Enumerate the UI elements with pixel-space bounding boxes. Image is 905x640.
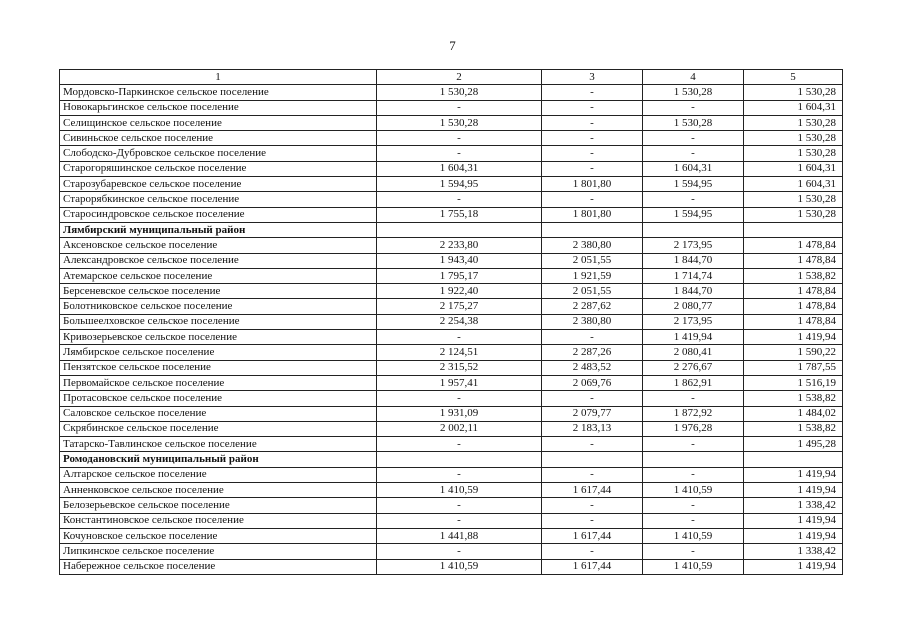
col2-value-cell: 2 175,27: [377, 299, 542, 314]
settlement-name-cell: Скрябинское сельское поселение: [60, 421, 377, 436]
col4-value-cell: -: [643, 391, 744, 406]
col5-value-cell: 1 530,28: [744, 146, 843, 161]
settlement-name-cell: Атемарское сельское поселение: [60, 268, 377, 283]
col3-value-cell: -: [542, 146, 643, 161]
settlement-name-cell: Александровское сельское поселение: [60, 253, 377, 268]
col3-value-cell: -: [542, 544, 643, 559]
col5-value-cell: 1 604,31: [744, 161, 843, 176]
col4-value-cell: -: [643, 498, 744, 513]
settlement-name-cell: Берсеневское сельское поселение: [60, 284, 377, 299]
settlement-name-cell: Пензятское сельское поселение: [60, 360, 377, 375]
col5-value-cell: 1 338,42: [744, 544, 843, 559]
col3-value-cell: -: [542, 513, 643, 528]
table-body: [60, 85, 843, 575]
col2-value-cell: -: [377, 100, 542, 115]
col5-value-cell: 1 590,22: [744, 345, 843, 360]
settlement-name-cell: Лямбирское сельское поселение: [60, 345, 377, 360]
settlement-name-cell: Новокарьгинское сельское поселение: [60, 100, 377, 115]
column-header-5: 5: [744, 70, 843, 85]
col4-value-cell: 2 080,41: [643, 345, 744, 360]
table-row: [60, 483, 843, 498]
col2-value-cell: 2 315,52: [377, 360, 542, 375]
col5-value-cell: 1 530,28: [744, 115, 843, 130]
table-row: [60, 253, 843, 268]
settlement-name-cell: Алтарское сельское поселение: [60, 467, 377, 482]
col3-value-cell: -: [542, 192, 643, 207]
col2-value-cell: 1 922,40: [377, 284, 542, 299]
col4-value-cell: 1 530,28: [643, 115, 744, 130]
settlement-name-cell: Болотниковское сельское поселение: [60, 299, 377, 314]
settlement-name-cell: Саловское сельское поселение: [60, 406, 377, 421]
settlement-name-cell: Татарско-Тавлинское сельское поселение: [60, 437, 377, 452]
col3-value-cell: 1 617,44: [542, 483, 643, 498]
table-row: [60, 437, 843, 452]
col3-value-cell: 1 617,44: [542, 559, 643, 574]
col5-value-cell: 1 604,31: [744, 177, 843, 192]
col4-value-cell: -: [643, 100, 744, 115]
col3-value-cell: [542, 452, 643, 467]
table-row: [60, 513, 843, 528]
table-row: [60, 268, 843, 283]
col4-value-cell: 1 410,59: [643, 483, 744, 498]
col5-value-cell: 1 530,28: [744, 85, 843, 100]
col2-value-cell: -: [377, 192, 542, 207]
col3-value-cell: -: [542, 498, 643, 513]
col2-value-cell: 1 604,31: [377, 161, 542, 176]
col3-value-cell: 1 921,59: [542, 268, 643, 283]
settlement-name-cell: Первомайское сельское поселение: [60, 375, 377, 390]
col2-value-cell: 1 410,59: [377, 559, 542, 574]
table-row: [60, 115, 843, 130]
col2-value-cell: 1 931,09: [377, 406, 542, 421]
table-row: [60, 360, 843, 375]
table-row: [60, 421, 843, 436]
col5-value-cell: 1 484,02: [744, 406, 843, 421]
settlement-name-cell: Белозерьевское сельское поселение: [60, 498, 377, 513]
table-row: [60, 544, 843, 559]
col5-value-cell: 1 478,84: [744, 299, 843, 314]
col2-value-cell: 1 410,59: [377, 483, 542, 498]
col3-value-cell: 1 801,80: [542, 207, 643, 222]
table-row: [60, 131, 843, 146]
col3-value-cell: -: [542, 131, 643, 146]
col5-value-cell: 1 478,84: [744, 284, 843, 299]
header-row: [60, 70, 843, 85]
col5-value-cell: 1 495,28: [744, 437, 843, 452]
col4-value-cell: 1 604,31: [643, 161, 744, 176]
col4-value-cell: 1 844,70: [643, 253, 744, 268]
col4-value-cell: 1 844,70: [643, 284, 744, 299]
col3-value-cell: -: [542, 161, 643, 176]
table-row: [60, 100, 843, 115]
col5-value-cell: 1 419,94: [744, 559, 843, 574]
table-row: [60, 345, 843, 360]
col2-value-cell: 1 755,18: [377, 207, 542, 222]
col2-value-cell: 1 530,28: [377, 85, 542, 100]
col2-value-cell: -: [377, 467, 542, 482]
col2-value-cell: -: [377, 544, 542, 559]
table-row: [60, 375, 843, 390]
settlement-name-cell: Набережное сельское поселение: [60, 559, 377, 574]
col2-value-cell: -: [377, 146, 542, 161]
table-row: [60, 284, 843, 299]
table-row: [60, 146, 843, 161]
district-row: [60, 222, 843, 237]
col5-value-cell: 1 338,42: [744, 498, 843, 513]
col3-value-cell: 1 617,44: [542, 528, 643, 543]
table-row: [60, 299, 843, 314]
col5-value-cell: 1 787,55: [744, 360, 843, 375]
col2-value-cell: 1 441,88: [377, 528, 542, 543]
col5-value-cell: 1 419,94: [744, 483, 843, 498]
col3-value-cell: [542, 222, 643, 237]
settlement-name-cell: Старосиндровское сельское поселение: [60, 207, 377, 222]
col4-value-cell: -: [643, 192, 744, 207]
col3-value-cell: 2 079,77: [542, 406, 643, 421]
settlement-name-cell: Протасовское сельское поселение: [60, 391, 377, 406]
col5-value-cell: 1 530,28: [744, 207, 843, 222]
col2-value-cell: 1 795,17: [377, 268, 542, 283]
settlement-name-cell: Лямбирский муниципальный район: [60, 222, 377, 237]
settlement-name-cell: Старозубаревское сельское поселение: [60, 177, 377, 192]
settlement-name-cell: Старогоряшинское сельское поселение: [60, 161, 377, 176]
table-row: [60, 314, 843, 329]
page-number: 7: [449, 38, 456, 53]
settlement-name-cell: Слободско-Дубровское сельское поселение: [60, 146, 377, 161]
col3-value-cell: 2 287,62: [542, 299, 643, 314]
col2-value-cell: -: [377, 513, 542, 528]
col2-value-cell: -: [377, 437, 542, 452]
col4-value-cell: -: [643, 437, 744, 452]
col5-value-cell: 1 538,82: [744, 268, 843, 283]
col3-value-cell: 2 380,80: [542, 314, 643, 329]
col3-value-cell: 2 483,52: [542, 360, 643, 375]
table-row: [60, 207, 843, 222]
col3-value-cell: -: [542, 115, 643, 130]
col5-value-cell: 1 530,28: [744, 192, 843, 207]
col3-value-cell: -: [542, 391, 643, 406]
settlement-name-cell: Мордовско-Паркинское сельское поселение: [60, 85, 377, 100]
col4-value-cell: 2 173,95: [643, 238, 744, 253]
col2-value-cell: [377, 222, 542, 237]
col2-value-cell: -: [377, 330, 542, 345]
col3-value-cell: 2 051,55: [542, 253, 643, 268]
col3-value-cell: -: [542, 437, 643, 452]
col3-value-cell: 2 287,26: [542, 345, 643, 360]
col4-value-cell: 1 862,91: [643, 375, 744, 390]
district-row: [60, 452, 843, 467]
column-header-1: 1: [60, 70, 377, 85]
column-header-4: 4: [643, 70, 744, 85]
col3-value-cell: 2 380,80: [542, 238, 643, 253]
table-row: [60, 330, 843, 345]
table-row: [60, 85, 843, 100]
col2-value-cell: 2 254,38: [377, 314, 542, 329]
col5-value-cell: 1 419,94: [744, 467, 843, 482]
tariff-table: [59, 69, 843, 575]
col2-value-cell: 1 530,28: [377, 115, 542, 130]
settlement-name-cell: Селищинское сельское поселение: [60, 115, 377, 130]
col4-value-cell: 1 714,74: [643, 268, 744, 283]
col5-value-cell: [744, 452, 843, 467]
col4-value-cell: -: [643, 467, 744, 482]
col2-value-cell: 1 957,41: [377, 375, 542, 390]
col2-value-cell: 2 233,80: [377, 238, 542, 253]
col4-value-cell: [643, 452, 744, 467]
settlement-name-cell: Анненковское сельское поселение: [60, 483, 377, 498]
col4-value-cell: 1 410,59: [643, 528, 744, 543]
col2-value-cell: 1 594,95: [377, 177, 542, 192]
col2-value-cell: -: [377, 131, 542, 146]
col3-value-cell: -: [542, 467, 643, 482]
table-row: [60, 238, 843, 253]
col3-value-cell: 1 801,80: [542, 177, 643, 192]
settlement-name-cell: Ромодановский муниципальный район: [60, 452, 377, 467]
table-row: [60, 528, 843, 543]
column-header-2: 2: [377, 70, 542, 85]
settlement-name-cell: Сивиньское сельское поселение: [60, 131, 377, 146]
col5-value-cell: 1 516,19: [744, 375, 843, 390]
col5-value-cell: 1 419,94: [744, 528, 843, 543]
col2-value-cell: 1 943,40: [377, 253, 542, 268]
col4-value-cell: 2 173,95: [643, 314, 744, 329]
col3-value-cell: 2 069,76: [542, 375, 643, 390]
column-header-3: 3: [542, 70, 643, 85]
col5-value-cell: 1 604,31: [744, 100, 843, 115]
col4-value-cell: 2 080,77: [643, 299, 744, 314]
settlement-name-cell: Липкинское сельское поселение: [60, 544, 377, 559]
table-row: [60, 406, 843, 421]
col4-value-cell: 1 872,92: [643, 406, 744, 421]
col2-value-cell: -: [377, 498, 542, 513]
col5-value-cell: 1 538,82: [744, 421, 843, 436]
col3-value-cell: 2 051,55: [542, 284, 643, 299]
col3-value-cell: -: [542, 330, 643, 345]
settlement-name-cell: Кочуновское сельское поселение: [60, 528, 377, 543]
col3-value-cell: -: [542, 85, 643, 100]
col5-value-cell: 1 538,82: [744, 391, 843, 406]
col2-value-cell: -: [377, 391, 542, 406]
col4-value-cell: 2 276,67: [643, 360, 744, 375]
table-row: [60, 391, 843, 406]
col4-value-cell: -: [643, 513, 744, 528]
settlement-name-cell: Аксеновское сельское поселение: [60, 238, 377, 253]
col3-value-cell: -: [542, 100, 643, 115]
col5-value-cell: 1 419,94: [744, 330, 843, 345]
table-row: [60, 467, 843, 482]
col4-value-cell: 1 976,28: [643, 421, 744, 436]
col5-value-cell: 1 419,94: [744, 513, 843, 528]
col2-value-cell: [377, 452, 542, 467]
col5-value-cell: 1 478,84: [744, 253, 843, 268]
table-row: [60, 161, 843, 176]
col3-value-cell: 2 183,13: [542, 421, 643, 436]
col2-value-cell: 2 002,11: [377, 421, 542, 436]
col4-value-cell: 1 419,94: [643, 330, 744, 345]
col4-value-cell: 1 530,28: [643, 85, 744, 100]
col2-value-cell: 2 124,51: [377, 345, 542, 360]
settlement-name-cell: Старорябкинское сельское поселение: [60, 192, 377, 207]
col5-value-cell: 1 478,84: [744, 238, 843, 253]
col5-value-cell: 1 478,84: [744, 314, 843, 329]
col4-value-cell: 1 410,59: [643, 559, 744, 574]
table-row: [60, 177, 843, 192]
table-row: [60, 559, 843, 574]
col4-value-cell: -: [643, 146, 744, 161]
col4-value-cell: -: [643, 544, 744, 559]
settlement-name-cell: Кривозерьевское сельское поселение: [60, 330, 377, 345]
settlement-name-cell: Константиновское сельское поселение: [60, 513, 377, 528]
table-row: [60, 192, 843, 207]
col4-value-cell: 1 594,95: [643, 207, 744, 222]
col4-value-cell: -: [643, 131, 744, 146]
col4-value-cell: [643, 222, 744, 237]
col5-value-cell: [744, 222, 843, 237]
settlement-name-cell: Большеелховское сельское поселение: [60, 314, 377, 329]
col5-value-cell: 1 530,28: [744, 131, 843, 146]
table-row: [60, 498, 843, 513]
col4-value-cell: 1 594,95: [643, 177, 744, 192]
